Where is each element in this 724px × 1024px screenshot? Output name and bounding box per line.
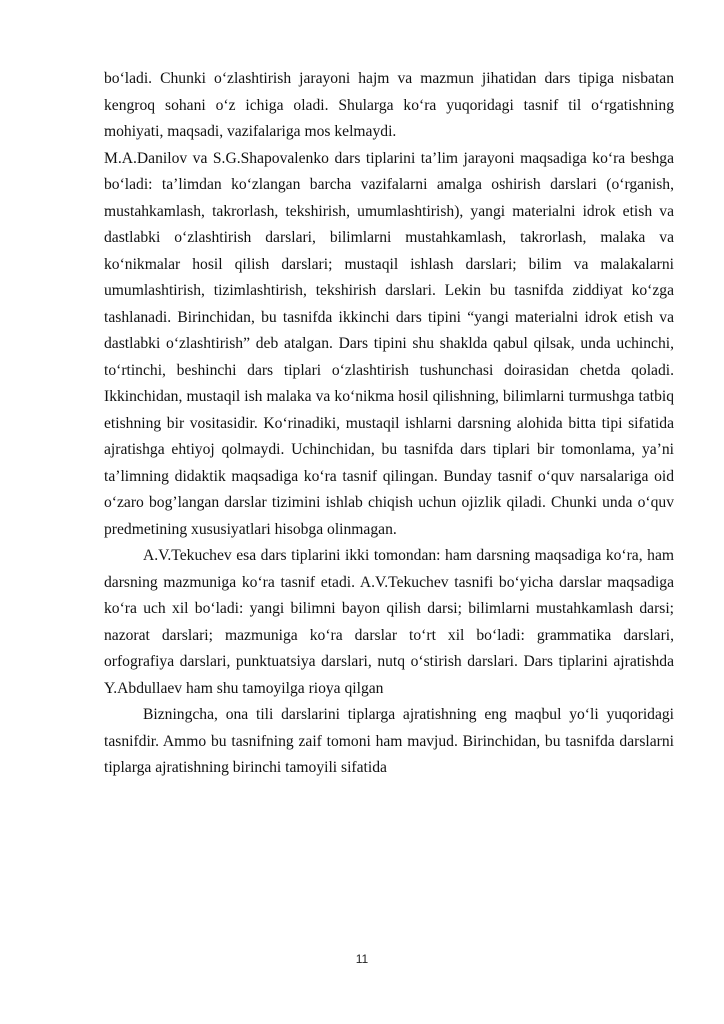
paragraph-author-opinion: Bizningcha, ona tili darslarini tiplarga ajratishning eng maqbul yo‘li yuqoridagi tasnifdir. Ammo bu tasnifning zaif tomoni ham mavjud. Birinchidan, bu tasnifda darslarni tiplarga ajratishning birinchi tamoyili sifatida [104, 706, 674, 776]
paragraph-continuation: bo‘ladi. Chunki o‘zlashtirish jarayoni hajm va mazmun jihatidan dars tipiga nisbatan kengroq sohani o‘z ichiga oladi. Shularga ko‘ra yuqoridagi tasnif til o‘rgatishning mohiyati, maqsadi, vazifalariga mos kelmaydi. [104, 70, 674, 140]
body-text [104, 66, 674, 782]
page-number: 11 [355, 952, 369, 966]
paragraph-tekuchev-classification: A.V.Tekuchev esa dars tiplarini ikki tomondan: ham darsning maqsadiga ko‘ra, ham darsning mazmuniga ko‘ra tasnif etadi. A.V.Tekuchev tasnifi bo‘yicha darslar maqsadiga ko‘ra uch xil bo‘ladi: yangi bilimni bayon qilish darsi; bilimlarni mustahkamlash darsi; nazorat darslari; mazmuniga ko‘ra darslar to‘rt xil bo‘ladi: grammatika darslari, orfografiya darslari, punktuatsiya darslari, nutq o‘stirish darslari. Dars tiplarini ajratishda Y.Abdullaev ham shu tamoyilga rioya qilgan [104, 547, 674, 697]
paragraph-danilov-classification: M.A.Danilov va S.G.Shapovalenko dars tiplarini ta’lim jarayoni maqsadiga ko‘ra beshga bo‘ladi: ta’limdan ko‘zlangan barcha vazifalarni amalga oshirish darslari (o‘rganish, mustahkamlash, takrorlash, tekshirish, umumlashtirish), yangi materialni idrok etish va dastlabki o‘zlashtirish darslari, bilimlarni mustahkamlash, takrorlash, malaka va ko‘nikmalar hosil qilish darslari; mustaqil ishlash darslari; bilim va malakalarni umumlashtirish, tizimlashtirish, tekshirish darslari. Lekin bu tasnifda ziddiyat ko‘zga tashlanadi. Birinchidan, bu tasnifda ikkinchi dars tipini “yangi materialni idrok etish va dastlabki o‘zlashtirish” deb atalgan. Dars tipini shu shaklda qabul qilsak, unda uchinchi, to‘rtinchi, beshinchi dars tiplari o‘zlashtirish tushunchasi doirasidan chetda qoladi. Ikkinchidan, mustaqil ish malaka va ko‘nikma hosil qilishning, bilimlarni turmushga tatbiq etishning bir vositasidir. Ko‘rinadiki, mustaqil ishlarni darsning alohida bitta tipi sifatida ajratishga ehtiyoj qolmaydi. Uchinchidan, bu tasnifda dars tiplari bir tomonlama, ya’ni ta’limning didaktik maqsadiga ko‘ra tasnif qilingan. Bunday tasnif o‘quv narsalariga oid o‘zaro bog’langan darslar tizimini ishlab chiqish uchun ojizlik qiladi. Chunki unda o‘quv predmetining xususiyatlari hisobga olinmagan. [104, 149, 674, 538]
